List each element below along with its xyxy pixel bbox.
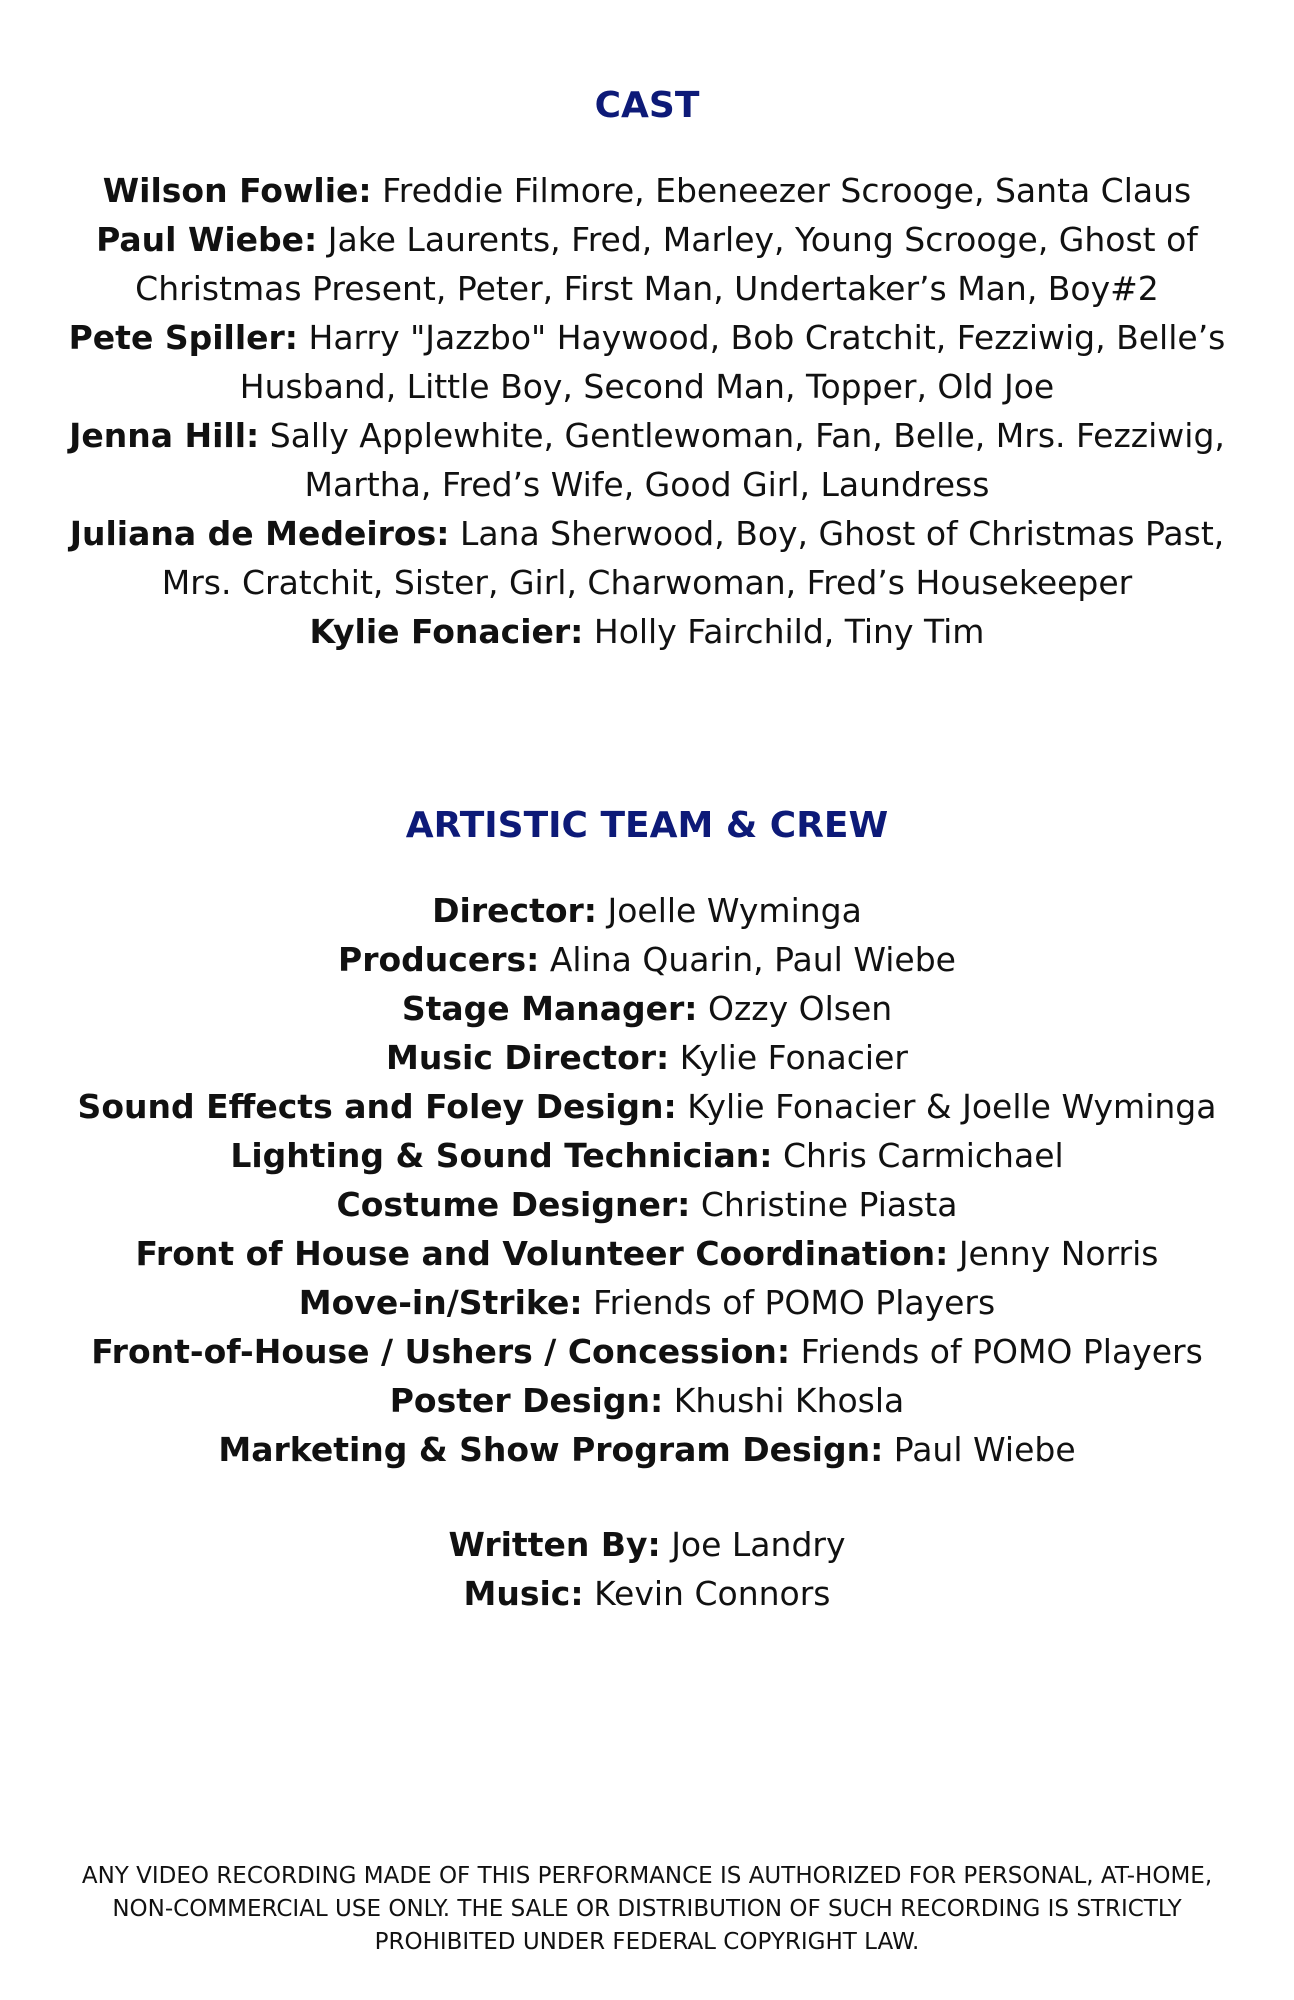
crew-role: Move-in/Strike: xyxy=(298,1283,583,1322)
credit-names: Joe Landry xyxy=(671,1525,846,1564)
crew-entry xyxy=(40,1376,1254,1425)
crew-role: Poster Design: xyxy=(389,1381,664,1420)
crew-entry xyxy=(40,935,1254,984)
crew-heading: ARTISTIC TEAM & CREW xyxy=(405,805,889,846)
crew-role: Costume Designer: xyxy=(336,1185,691,1224)
crew-role: Sound Effects and Foley Design: xyxy=(77,1087,677,1126)
crew-list xyxy=(40,886,1254,1474)
crew-names: Christine Piasta xyxy=(700,1185,958,1224)
crew-names: Chris Carmichael xyxy=(782,1136,1064,1175)
crew-role: Director: xyxy=(432,891,597,930)
crew-names: Joelle Wyminga xyxy=(607,891,862,930)
credit-names: Kevin Connors xyxy=(594,1574,831,1613)
crew-names: Paul Wiebe xyxy=(893,1430,1076,1469)
cast-roles: Freddie Filmore, Ebeneezer Scrooge, Santa Claus xyxy=(382,171,1192,210)
crew-role: Front-of-House / Ushers / Concession: xyxy=(91,1332,791,1371)
crew-names: Khushi Khosla xyxy=(673,1381,905,1420)
crew-entry xyxy=(40,1229,1254,1278)
cast-entry xyxy=(40,215,1254,313)
crew-entry xyxy=(40,1082,1254,1131)
recording-disclaimer: ANY VIDEO RECORDING MADE OF THIS PERFORMANCE IS AUTHORIZED FOR PERSONAL, AT-HOME, NON-COMMERCIAL USE ONLY. THE SALE OR DISTRIBUTION OF SUCH RECORDING IS STRICTLY PROHIBITED UNDER FEDERAL COPYRIGHT LAW. xyxy=(81,1863,1213,1955)
crew-entry xyxy=(40,984,1254,1033)
cast-entry xyxy=(40,607,1254,656)
cast-roles: Harry "Jazzbo" Haywood, Bob Cratchit, Fezziwig, Belle’s Husband, Little Boy, Second Man, Topper, Old Joe xyxy=(239,318,1226,406)
crew-names: Jenny Norris xyxy=(958,1234,1159,1273)
crew-entry xyxy=(40,1278,1254,1327)
crew-role: Stage Manager: xyxy=(401,989,698,1028)
cast-entry xyxy=(40,411,1254,509)
crew-entry xyxy=(40,1327,1254,1376)
crew-names: Friends of POMO Players xyxy=(800,1332,1203,1371)
cast-roles: Jake Laurents, Fred, Marley, Young Scrooge, Ghost of Christmas Present, Peter, First Man, Undertaker’s Man, Boy#2 xyxy=(135,220,1198,308)
crew-names: Ozzy Olsen xyxy=(707,989,893,1028)
crew-role: Lighting & Sound Technician: xyxy=(230,1136,773,1175)
cast-actor: Paul Wiebe: xyxy=(96,220,318,259)
crew-entry xyxy=(40,1131,1254,1180)
crew-names: Kylie Fonacier xyxy=(679,1038,908,1077)
cast-entry xyxy=(40,313,1254,411)
crew-role: Producers: xyxy=(338,940,540,979)
cast-roles: Lana Sherwood, Boy, Ghost of Christmas Past, Mrs. Cratchit, Sister, Girl, Charwoman, Fred’s Housekeeper xyxy=(161,514,1225,602)
cast-actor: Juliana de Medeiros: xyxy=(69,514,450,553)
cast-list xyxy=(40,166,1254,656)
credit-role: Music: xyxy=(463,1574,584,1613)
crew-role: Marketing & Show Program Design: xyxy=(218,1430,884,1469)
crew-role: Music Director: xyxy=(386,1038,670,1077)
credits-list xyxy=(40,1520,1254,1618)
credit-role: Written By: xyxy=(448,1525,661,1564)
cast-heading: CAST xyxy=(594,85,700,126)
cast-roles: Holly Fairchild, Tiny Tim xyxy=(593,612,985,651)
crew-entry xyxy=(40,1033,1254,1082)
cast-roles: Sally Applewhite, Gentlewoman, Fan, Belle, Mrs. Fezziwig, Martha, Fred’s Wife, Good Girl, Laundress xyxy=(269,416,1225,504)
cast-entry xyxy=(40,509,1254,607)
cast-actor: Kylie Fonacier: xyxy=(309,612,584,651)
crew-names: Friends of POMO Players xyxy=(593,1283,996,1322)
cast-actor: Wilson Fowlie: xyxy=(102,171,372,210)
crew-entry xyxy=(40,1425,1254,1474)
crew-entry xyxy=(40,1180,1254,1229)
cast-actor: Jenna Hill: xyxy=(69,416,260,455)
credit-entry xyxy=(40,1520,1254,1569)
crew-role: Front of House and Volunteer Coordination: xyxy=(135,1234,949,1273)
crew-entry xyxy=(40,886,1254,935)
credit-entry xyxy=(40,1569,1254,1618)
cast-entry xyxy=(40,166,1254,215)
cast-actor: Pete Spiller: xyxy=(68,318,298,357)
crew-names: Alina Quarin, Paul Wiebe xyxy=(549,940,956,979)
crew-names: Kylie Fonacier & Joelle Wyminga xyxy=(687,1087,1217,1126)
